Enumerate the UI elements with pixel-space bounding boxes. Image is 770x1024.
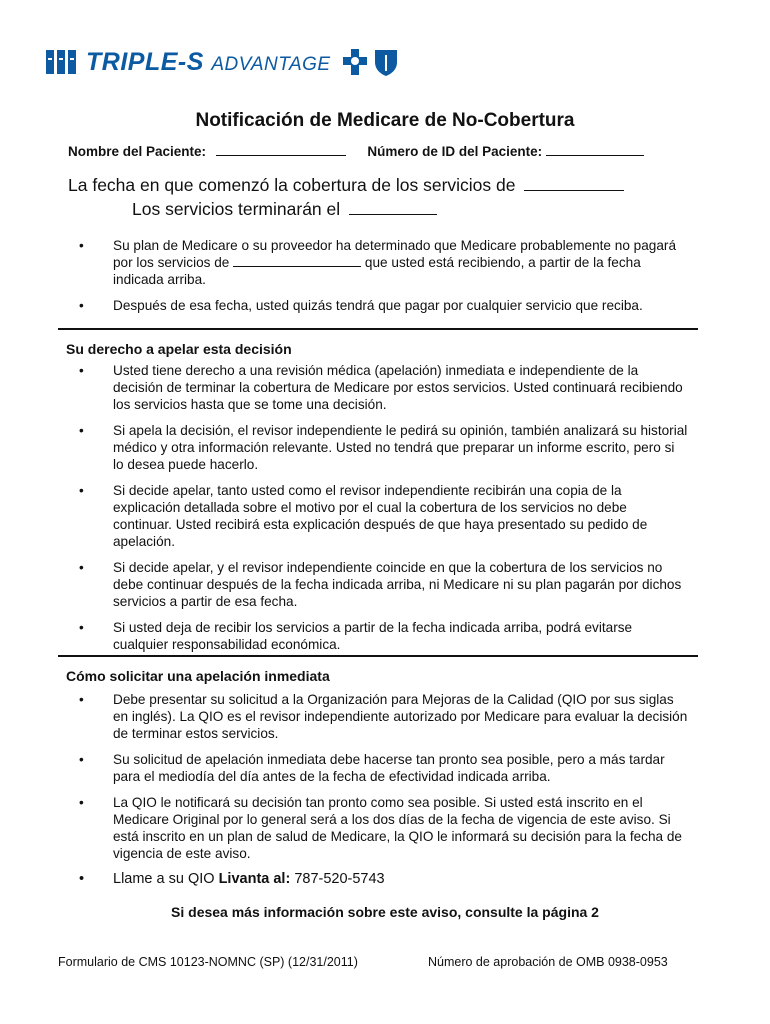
divider (58, 655, 698, 657)
list-item: • Si usted deja de recibir los servicios a partir de la fecha indicada arriba, podrá evitarse cualquier responsabilidad económica. (79, 620, 633, 652)
list-item: • Debe presentar su solicitud a la Organización para Mejoras de la Calidad (QIO por sus siglas en inglés). La QIO es el revisor independiente autorizado por Medicare para evaluar la decisión de terminar estos servicios. (79, 692, 688, 741)
list-item: • Si decide apelar, y el revisor independiente coincide en que la cobertura de los servicios no debe continuar después de la fecha indicada arriba, ni Medicare ni su plan pagarán por dichos servicios a partir de esa fecha. (79, 560, 682, 609)
appeal-right-heading: Su derecho a apelar esta decisión (66, 341, 292, 357)
triple-s-logo (44, 40, 399, 84)
omb-number: Número de aprobación de OMB 0938-0953 (428, 955, 668, 969)
list-item: • Su plan de Medicare o su proveedor ha determinado que Medicare probablemente no pagará por los servicios de que usted está recibiendo, a partir de la fecha indicada arriba. (79, 238, 676, 287)
how-heading: Cómo solicitar una apelación inmediata (66, 668, 330, 684)
list-item: • Usted tiene derecho a una revisión médica (apelación) inmediata e independiente de la decisión de terminar la cobertura de Medicare por estos servicios. Usted continuará recibiendo los servicios hasta que se tome una decisión. (79, 363, 683, 412)
form-id: Formulario de CMS 10123-NOMNC (SP) (12/31/2011) (58, 955, 358, 969)
services-field[interactable] (233, 255, 361, 267)
page-title: Notificación de Medicare de No-Cobertura (195, 110, 575, 131)
list-item: • Si decide apelar, tanto usted como el revisor independiente recibirán una copia de la explicación detallada sobre el motivo por el cual la cobertura de los servicios no debe continuar. Usted recibirá esta explicación después de que haya presentado su pedido de apelación. (79, 483, 648, 549)
coverage-start-text: La fecha en que comenzó la cobertura de los servicios de (68, 175, 516, 195)
patient-info-row (68, 143, 688, 159)
coverage-end-field[interactable] (349, 200, 437, 215)
qio-name: Livanta al: (218, 871, 291, 887)
list-item: • La QIO le notificará su decisión tan pronto como sea posible. Si usted está inscrito en el Medicare Original por lo general será a los dos días de la fecha de vigencia de este aviso. Si está inscrito en un plan de salud de Medicare, la QIO le informará su decisión para la fecha de vigencia de este aviso. (79, 795, 682, 861)
coverage-start-line (68, 175, 624, 196)
qio-phone: 787-520-5743 (290, 871, 385, 887)
divider (58, 328, 698, 330)
list-item: • Su solicitud de apelación inmediata debe hacerse tan pronto sea posible, pero a más tardar para el mediodía del día antes de la fecha de efectividad indicada arriba. (79, 752, 665, 784)
coverage-end-line (132, 199, 437, 220)
blue-cross-icon (341, 47, 369, 77)
intro-list (68, 237, 688, 314)
coverage-start-field[interactable] (524, 176, 624, 191)
list-item: • Después de esa fecha, usted quizás tendrá que pagar por cualquier servicio que reciba. (79, 298, 643, 313)
how-list (68, 691, 688, 888)
patient-id-field[interactable] (546, 143, 644, 156)
blue-shield-icon (373, 47, 399, 77)
coverage-end-text: Los servicios terminarán el (132, 199, 341, 219)
patient-id-label: Número de ID del Paciente: (367, 144, 543, 159)
triple-s-bars-logo-icon (44, 46, 80, 78)
appeal-right-list (68, 362, 688, 653)
patient-name-field[interactable] (216, 143, 346, 156)
logo-text: TRIPLE-S ADVANTAGE (86, 47, 331, 76)
more-info-note: Si desea más información sobre este aviso, consulte la página 2 (171, 904, 599, 920)
patient-name-label: Nombre del Paciente: (68, 144, 207, 159)
list-item: • Si apela la decisión, el revisor independiente le pedirá su opinión, también analizará su historial médico y otra información relevante. Usted no tendrá que preparar un informe escrito, pero si lo desea puede hacerlo. (79, 423, 688, 472)
list-item: • Llame a su QIO Livanta al: 787-520-5743 (79, 871, 385, 887)
